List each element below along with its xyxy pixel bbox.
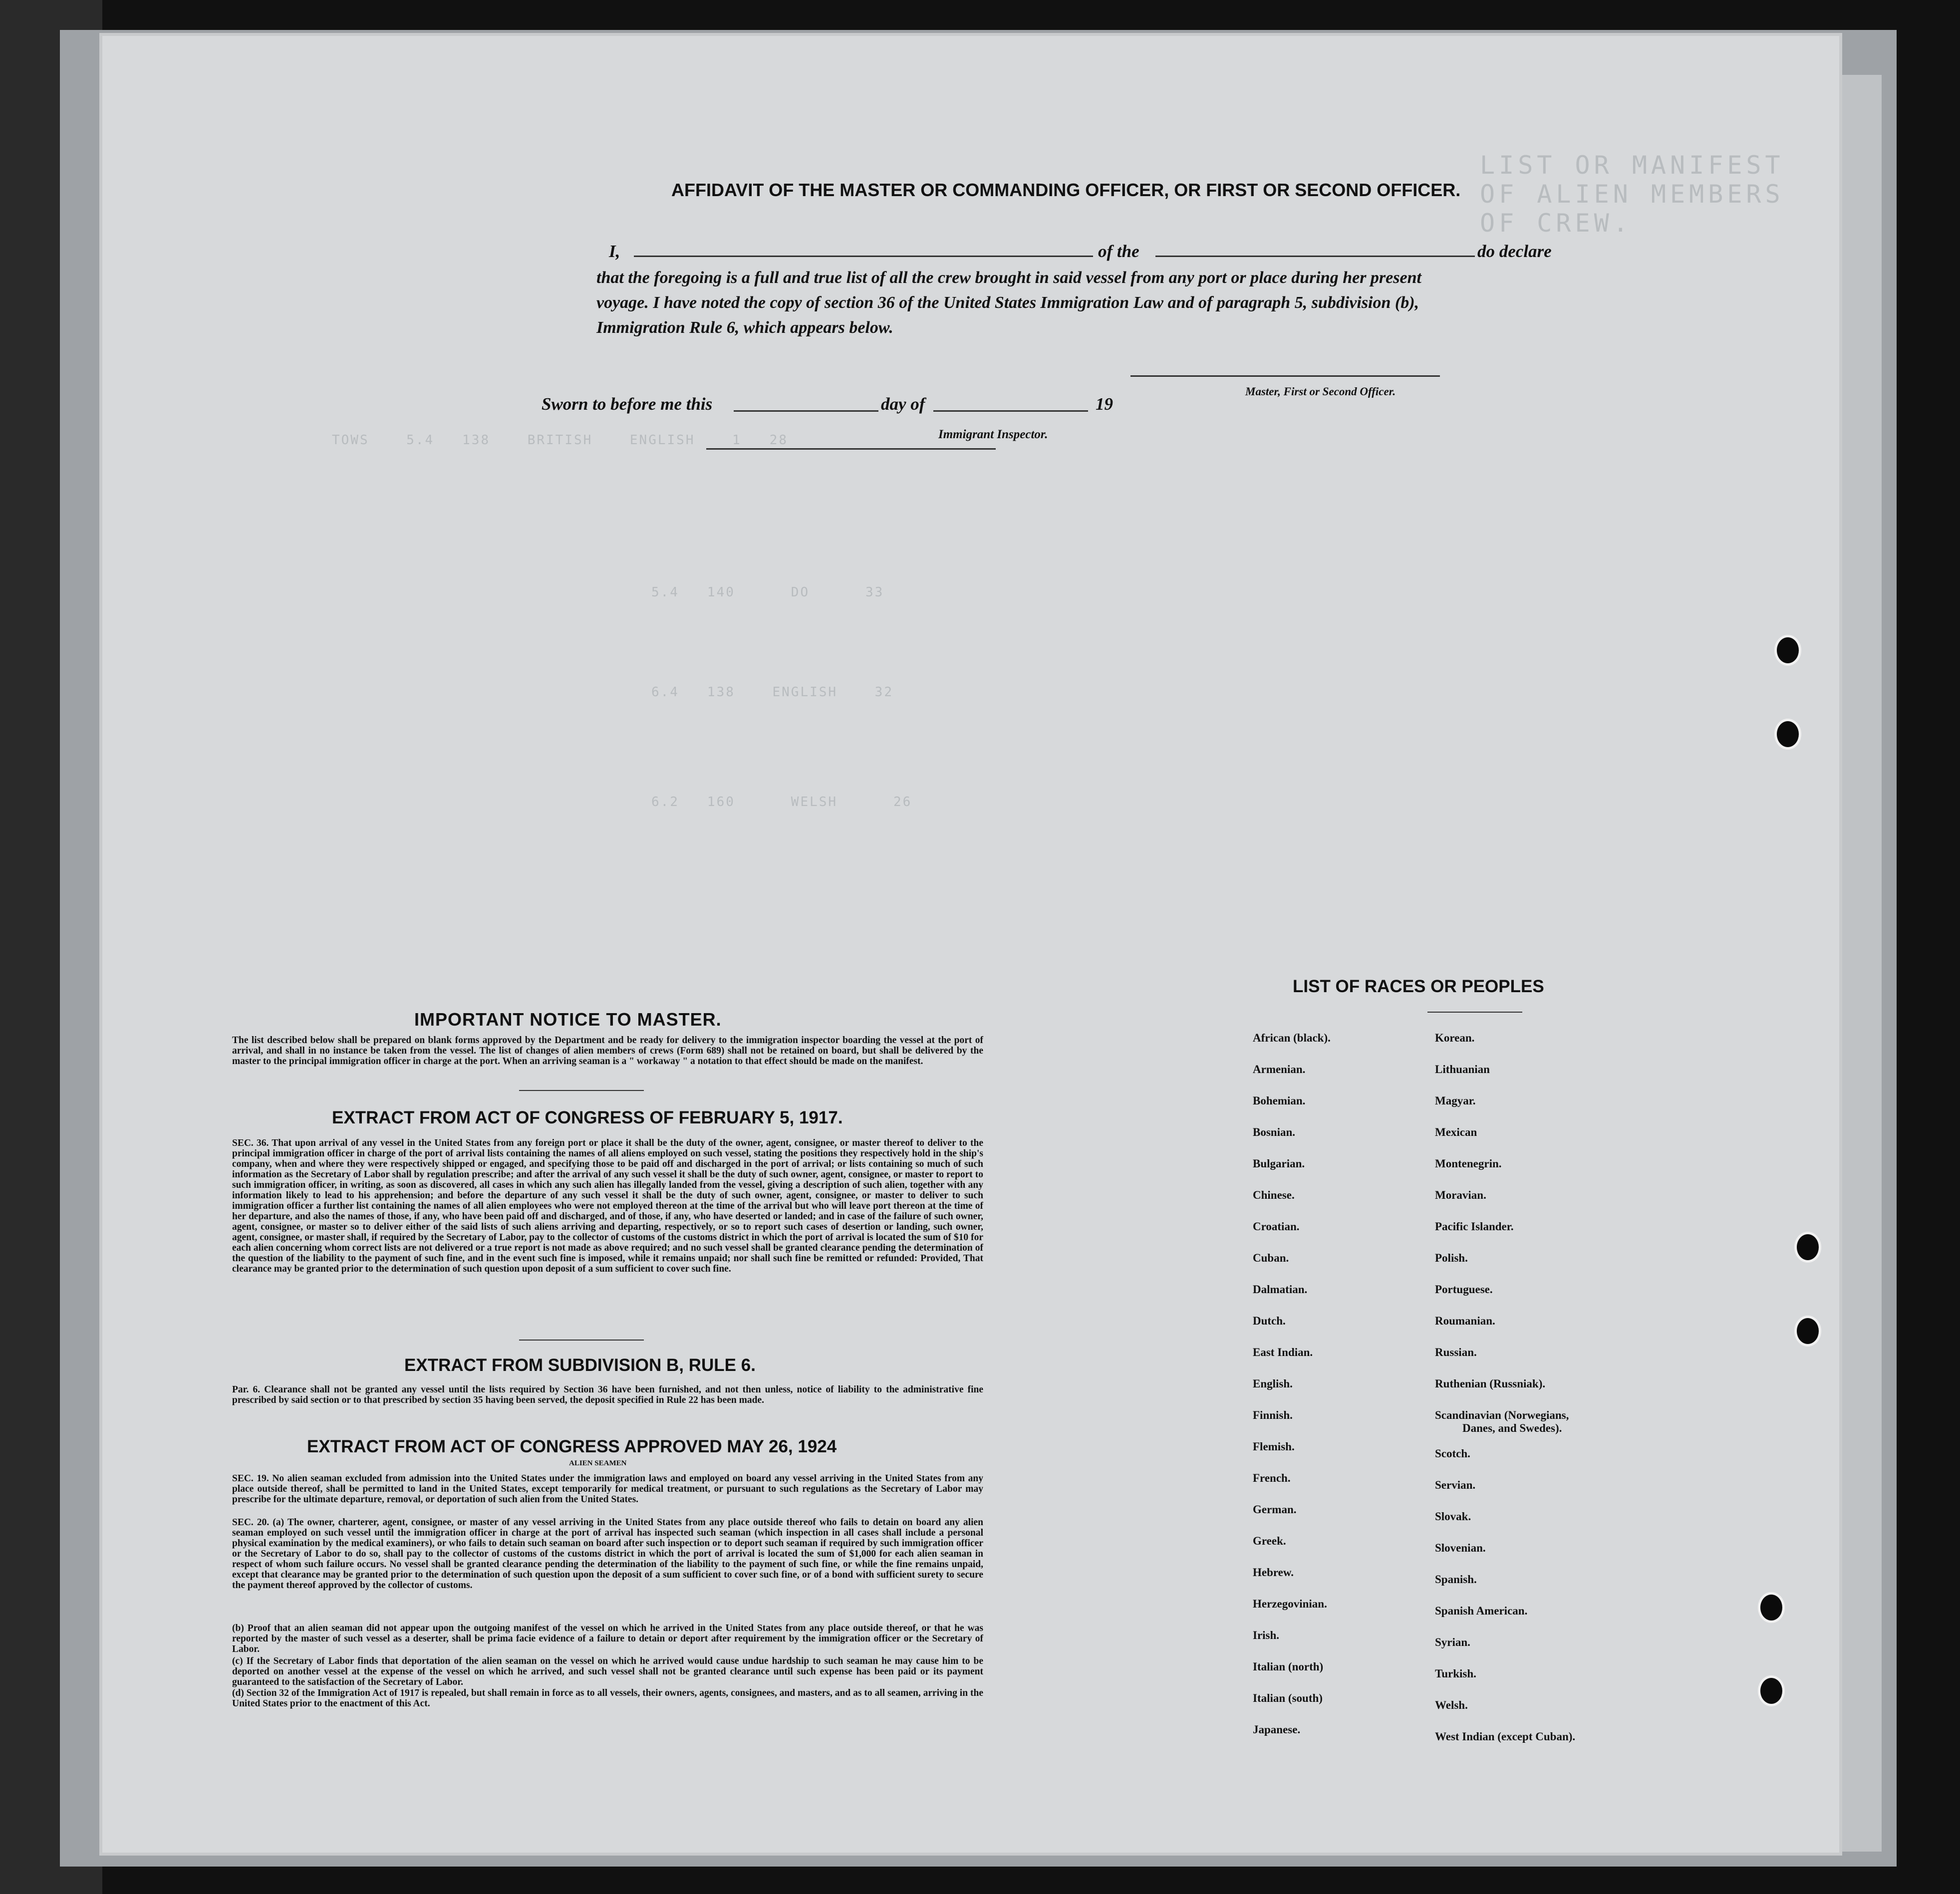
- race-item: Dutch.: [1253, 1315, 1286, 1327]
- bleed-row: 6.2 160 WELSH 26: [651, 795, 912, 810]
- page-edge-strip: [1842, 75, 1882, 1852]
- extract-1924-sec20b: (b) Proof that an alien seaman did not appear upon the outgoing manifest of the vessel on which he arrived in the United States from any place outside thereof, or that he was reported by the master of such vessel as a deserter, shall be prima facie evidence of a failure to detain or deport after requirement by the immigration officer or the Secretary of Labor.: [232, 1623, 983, 1654]
- binder-hole: [1758, 1592, 1785, 1623]
- affidavit-i-label: I,: [609, 242, 620, 261]
- race-item: Portuguese.: [1435, 1283, 1493, 1296]
- extract-1924-sec20c: (c) If the Secretary of Labor finds that deportation of the alien seaman on the vessel on which he arrived would cause undue hardship to such seaman he may cause him to be deported on another vessel at the expense of the vessel on which he arrived, and such vessel shall not be granted clearance until such expense has been paid or its payment guaranteed to the satisfaction of the Secretary of Labor.: [232, 1656, 983, 1687]
- binder-hole: [1794, 1316, 1821, 1347]
- race-item: Flemish.: [1253, 1440, 1295, 1453]
- race-item: Scotch.: [1435, 1447, 1470, 1460]
- race-item: Lithuanian: [1435, 1063, 1490, 1076]
- bleed-row: 6.4 138 ENGLISH 32: [651, 685, 893, 700]
- affidavit-line-4: Immigration Rule 6, which appears below.: [596, 318, 893, 337]
- inspector-signature-line[interactable]: [706, 448, 996, 450]
- extract-1924-sec20a: SEC. 20. (a) The owner, charterer, agent, consignee, or master of any vessel arriving in the United States from any place outside thereof who fails to detain on board any alien seaman employed on such vessel until the immigration officer in charge at the port of arrival has inspected such seaman (which inspection in all cases shall include a personal physical examination by the medical examiners), or who fails to detain such seaman on board after such inspection or to deport such seaman if required by such immigration officer or the Secretary of Labor to do so, shall pay to the collector of customs of the customs district in which the port of arrival is located the sum of $1,000 for each alien seaman in respect of whom such failure occurs. No vessel shall be granted clearance pending the determination of the liability to the payment of such fine, or while the fine remains unpaid, except that clearance may be granted prior to the determination of such question upon the deposit of a sum sufficient to cover such fine, or of a bond with sufficient surety to secure the payment thereof approved by the collector of customs.: [232, 1517, 983, 1591]
- bleed-through-title: LIST OR MANIFEST OF ALIEN MEMBERS OF CREW.: [1480, 151, 1784, 238]
- race-item: Italian (north): [1253, 1660, 1324, 1673]
- notice-body: The list described below shall be prepared on blank forms approved by the Department and be ready for delivery to the immigration inspector boarding the vessel at the port of arrival, and shall in no instance be taken from the vessel. The list of changes of alien members of crews (Form 689) shall not be retained on board, but shall be delivered by the master to the principal immigration officer in charge at the port. When an arriving seaman is a " workaway " a notation to that effect should be made on the manifest.: [232, 1035, 983, 1067]
- extract-1924-sec19: SEC. 19. No alien seaman excluded from admission into the United States under the immigration laws and employed on board any vessel arriving in the United States from any place outside thereof, shall be permitted to land in the United States, except temporarily for medical treatment, or pursuant to such regulations as the Secretary of Labor may prescribe for the ultimate departure, removal, or deportation of such alien from the United States.: [232, 1473, 983, 1505]
- race-item: Italian (south): [1253, 1692, 1323, 1704]
- master-signature-line[interactable]: [1130, 375, 1440, 377]
- divider: [519, 1340, 644, 1341]
- race-item: Scandinavian (Norwegians,: [1435, 1409, 1569, 1421]
- race-item: Slovak.: [1435, 1510, 1471, 1523]
- race-item: Ruthenian (Russniak).: [1435, 1377, 1546, 1390]
- bleed-row: TOWS 5.4 138 BRITISH ENGLISH 1 28: [332, 433, 789, 448]
- extract-1917-title: EXTRACT FROM ACT OF CONGRESS OF FEBRUARY 5, 1917.: [332, 1108, 843, 1127]
- affidavit-line-3: voyage. I have noted the copy of section 36 of the United States Immigration Law and of paragraph 5, subdivision (b),: [596, 293, 1419, 312]
- sworn-month-line[interactable]: [933, 410, 1088, 412]
- race-item: Syrian.: [1435, 1636, 1470, 1648]
- race-item: Montenegrin.: [1435, 1157, 1502, 1170]
- binder-hole: [1774, 635, 1801, 666]
- race-item: Chinese.: [1253, 1189, 1295, 1201]
- race-item: Japanese.: [1253, 1723, 1301, 1736]
- race-item: Korean.: [1435, 1032, 1475, 1044]
- race-item: English.: [1253, 1377, 1293, 1390]
- race-item: Servian.: [1435, 1479, 1476, 1491]
- race-item: French.: [1253, 1472, 1291, 1484]
- race-item: Moravian.: [1435, 1189, 1486, 1201]
- race-item: Spanish.: [1435, 1573, 1477, 1586]
- binder-hole: [1758, 1675, 1785, 1706]
- race-item-continuation: Danes, and Swedes).: [1462, 1422, 1562, 1434]
- race-item: East Indian.: [1253, 1346, 1313, 1358]
- master-signature-label: Master, First or Second Officer.: [1245, 385, 1396, 398]
- race-item: Bohemian.: [1253, 1094, 1306, 1107]
- race-item: Irish.: [1253, 1629, 1280, 1641]
- race-item: Polish.: [1435, 1252, 1468, 1264]
- race-item: Magyar.: [1435, 1094, 1476, 1107]
- race-item: Armenian.: [1253, 1063, 1306, 1076]
- race-item: Mexican: [1435, 1126, 1477, 1138]
- race-item: Bulgarian.: [1253, 1157, 1305, 1170]
- race-item: West Indian (except Cuban).: [1435, 1730, 1576, 1743]
- race-item: Cuban.: [1253, 1252, 1289, 1264]
- race-item: Herzegovinian.: [1253, 1598, 1327, 1610]
- extract-1924-subtitle: ALIEN SEAMEN: [569, 1459, 627, 1467]
- race-item: Roumanian.: [1435, 1315, 1495, 1327]
- divider: [519, 1090, 644, 1091]
- race-item: Russian.: [1435, 1346, 1477, 1358]
- race-item: Finnish.: [1253, 1409, 1293, 1421]
- extract-1924-sec20d: (d) Section 32 of the Immigration Act of 1917 is repealed, but shall remain in force as to all vessels, their owners, agents, consignees, and masters, and as to all seamen, arriving in the United States prior to the enactment of this Act.: [232, 1688, 983, 1709]
- affidavit-title: AFFIDAVIT OF THE MASTER OR COMMANDING OFFICER, OR FIRST OR SECOND OFFICER.: [671, 180, 1461, 200]
- race-item: Hebrew.: [1253, 1566, 1294, 1579]
- inspector-label: Immigrant Inspector.: [938, 428, 1048, 441]
- race-item: Turkish.: [1435, 1667, 1476, 1680]
- race-item: Greek.: [1253, 1535, 1286, 1547]
- divider: [1427, 1012, 1522, 1013]
- affidavit-of-the-label: of the: [1098, 242, 1139, 261]
- notice-title: IMPORTANT NOTICE TO MASTER.: [414, 1009, 722, 1030]
- binder-hole: [1774, 719, 1801, 750]
- race-item: Croatian.: [1253, 1220, 1300, 1233]
- race-item: African (black).: [1253, 1032, 1331, 1044]
- race-item: Dalmatian.: [1253, 1283, 1308, 1296]
- vessel-name-line[interactable]: [1155, 256, 1475, 257]
- extract-1924-title: EXTRACT FROM ACT OF CONGRESS APPROVED MAY 26, 1924: [307, 1437, 837, 1456]
- extract-rule6-body: Par. 6. Clearance shall not be granted any vessel until the lists required by Section 36 have been furnished, and not then unless, notice of liability to the administrative fine prescribed by said section or to that prescribed by section 35 having been served, the deposit specified in Rule 22 has been made.: [232, 1384, 983, 1405]
- affidavit-declare-label: do declare: [1477, 242, 1552, 261]
- bleed-row: 5.4 140 DO 33: [651, 585, 884, 600]
- race-item: German.: [1253, 1503, 1297, 1516]
- sworn-label: Sworn to before me this: [542, 394, 713, 414]
- race-item: Bosnian.: [1253, 1126, 1296, 1138]
- sworn-day-line[interactable]: [734, 410, 878, 412]
- extract-rule6-title: EXTRACT FROM SUBDIVISION B, RULE 6.: [404, 1355, 756, 1375]
- day-of-label: day of: [881, 394, 925, 414]
- master-name-line[interactable]: [634, 256, 1093, 257]
- race-item: Welsh.: [1435, 1699, 1468, 1711]
- race-item: Pacific Islander.: [1435, 1220, 1514, 1233]
- affidavit-line-2: that the foregoing is a full and true list of all the crew brought in said vessel from any port or place during her present: [596, 269, 1421, 287]
- manifest-page: [102, 36, 1839, 1853]
- binder-hole: [1794, 1232, 1821, 1263]
- extract-1917-body: SEC. 36. That upon arrival of any vessel in the United States from any foreign port or place it shall be the duty of the owner, agent, consignee, or master thereof to deliver to the principal immigration officer in charge of the port of arrival lists containing the names of all aliens employed on such vessel, stating the positions they respectively hold in the ship's company, when and where they were respectively shipped or engaged, and specifying those to be paid off and discharged in the port of arrival; or lists containing so much of such information as the Secretary of Labor shall by regulation prescribe; and after the arrival of any such vessel it shall be the duty of such owner, agent, consignee, or master to report to such immigration officer, in writing, as soon as discovered, all cases in which any such alien has illegally landed from the vessel, giving a description of such alien, together with any information likely to lead to his apprehension; and before the departure of any such vessel it shall be the duty of such owner, agent, consignee, or master to deliver to such immigration officer a further list containing the names of all alien employees who were not employed thereon at the time of the arrival but who will leave port thereon at the time of her departure, and also the names of those, if any, who have been paid off and discharged, and of those, if any, who have deserted or landed; and in case of the failure of such owner, agent, consignee, or master so to deliver either of the said lists of such aliens arriving and departing, respectively, or so to report such cases of desertion or landing, such owner, agent, consignee, or master shall, if required by the Secretary of Labor, pay to the collector of customs of the customs district in which the port of arrival is located the sum of $10 for each alien concerning whom correct lists are not delivered or a true report is not made as above required; and no such vessel shall be granted clearance pending the determination of the question of the liability to the payment of such fine, and in the event such fine is imposed, while it remains unpaid; nor shall such fine be remitted or refunded: Provided, That clearance may be granted prior to the determination of such question upon deposit of a sum sufficient to cover such fine.: [232, 1138, 983, 1274]
- year-label: 19: [1096, 394, 1113, 414]
- race-item: Slovenian.: [1435, 1542, 1486, 1554]
- races-title: LIST OF RACES OR PEOPLES: [1293, 977, 1544, 996]
- race-item: Spanish American.: [1435, 1605, 1528, 1617]
